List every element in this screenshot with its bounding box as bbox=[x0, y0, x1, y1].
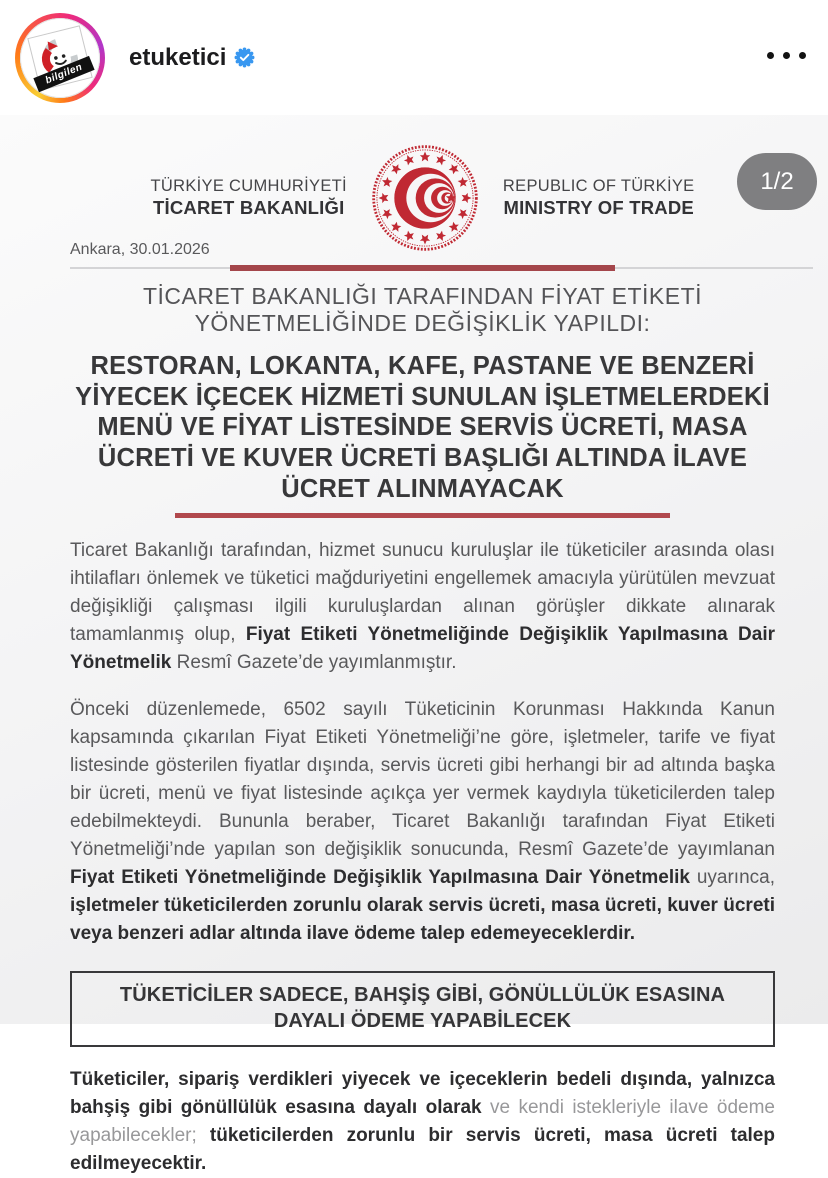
ellipsis-dot bbox=[799, 52, 806, 59]
ellipsis-dot bbox=[783, 52, 790, 59]
org-line: MINISTRY OF TRADE bbox=[503, 197, 694, 219]
paragraph: Ticaret Bakanlığı tarafından, hizmet sunucu kuruluşlar ile tüketiciler arasında olası ihtilafları önlemek ve tüketici mağduriyetini engellemek amacıyla yürütülen mevzuat değişikliği çalışması ilgili kuruluşlardan alınan görüşler dikkate alınarak tamamlanmış olup, Fiyat Etiketi Yönetmeliğinde Değişiklik Yapılmasına Dair Yönetmelik Resmî Gazete’de yayımlanmıştır. bbox=[70, 540, 775, 674]
username[interactable]: etuketici bbox=[129, 43, 227, 71]
post-image[interactable] bbox=[0, 115, 828, 1175]
org-name-turkish bbox=[151, 176, 347, 220]
dateline: Ankara, 30.01.2026 bbox=[70, 241, 210, 258]
ellipsis-dot bbox=[767, 52, 774, 59]
bilgilen-logo bbox=[27, 25, 92, 90]
callout-text: TÜKETİCİLER SADECE, BAHŞİŞ GİBİ, GÖNÜLLÜLÜK ESASINA DAYALI ÖDEME YAPABİLECEK bbox=[119, 984, 726, 1033]
avatar-inner bbox=[20, 18, 100, 98]
ministry-of-trade-emblem-icon bbox=[369, 142, 481, 254]
document-header bbox=[70, 140, 775, 255]
document-headline: RESTORAN, LOKANTA, KAFE, PASTANE VE BENZERİ YİYECEK İÇECEK HİZMETİ SUNULAN İŞLETMELERDEKİ MENÜ VE FİYAT LİSTESİNDE SERVİS ÜCRETİ, MASA ÜCRETİ VE KUVER ÜCRETİ BAŞLIĞI ALTINDA İLAVE ÜCRET ALINMAYACAK bbox=[75, 352, 770, 503]
org-line: TÜRKİYE CUMHURİYETİ bbox=[150, 176, 347, 195]
headline-underline bbox=[175, 513, 670, 518]
page-indicator-badge: 1/2 bbox=[737, 153, 817, 210]
org-line: REPUBLIC OF TÜRKİYE bbox=[502, 176, 695, 195]
org-line: TİCARET BAKANLIĞI bbox=[152, 197, 345, 219]
post-header bbox=[0, 0, 828, 115]
paragraph: Önceki düzenlemede, 6502 sayılı Tüketicinin Korunması Hakkında Kanun kapsamında çıkarılan Fiyat Etiketi Yönetmeliği’ne göre, işletmeler, tarife ve fiyat listesinde gösterilen fiyatlar dışında, servis ücreti gibi herhangi bir ad altında başka bir ücreti, menü ve fiyat listesinde açıkça yer vermek kaydıyla tüketicilerden talep edebilmekteydi. Bununla beraber, Ticaret Bakanlığı tarafından Fiyat Etiketi Yönetmeliği’nde yapılan son değişiklik sonucunda, Resmî Gazete’de yayımlanan Fiyat Etiketi Yönetmeliğinde Değişiklik Yapılmasına Dair Yönetmelik uyarınca, işletmeler tüketicilerden zorunlu olarak servis ücreti, masa ücreti, kuver ücreti veya benzeri adlar altında ilave ödeme talep edemeyeceklerdir. bbox=[70, 699, 776, 945]
org-name-english bbox=[503, 176, 695, 220]
document-title: TİCARET BAKANLIĞI TARAFINDAN FİYAT ETİKETİ YÖNETMELİĞİNDE DEĞİŞİKLİK YAPILDI: bbox=[142, 283, 703, 337]
avatar[interactable] bbox=[15, 13, 105, 103]
callout-box bbox=[70, 971, 775, 1047]
divider-red-segment bbox=[230, 265, 615, 271]
header-divider bbox=[70, 265, 813, 271]
verified-badge-icon bbox=[234, 47, 255, 68]
more-options-button[interactable] bbox=[767, 52, 806, 59]
closing-paragraph: Tüketiciler, sipariş verdikleri yiyecek ve içeceklerin bedeli dışında, yalnızca bahşiş gibi gönüllülük esasına dayalı olarak ve kendi istekleriyle ilave ödeme yapabilecekler; tüketicilerden zorunlu bir servis ücreti, masa ücreti talep edilmeyecektir. bbox=[70, 1069, 775, 1175]
bilgilen-banner-text: bilgilen bbox=[43, 61, 85, 86]
